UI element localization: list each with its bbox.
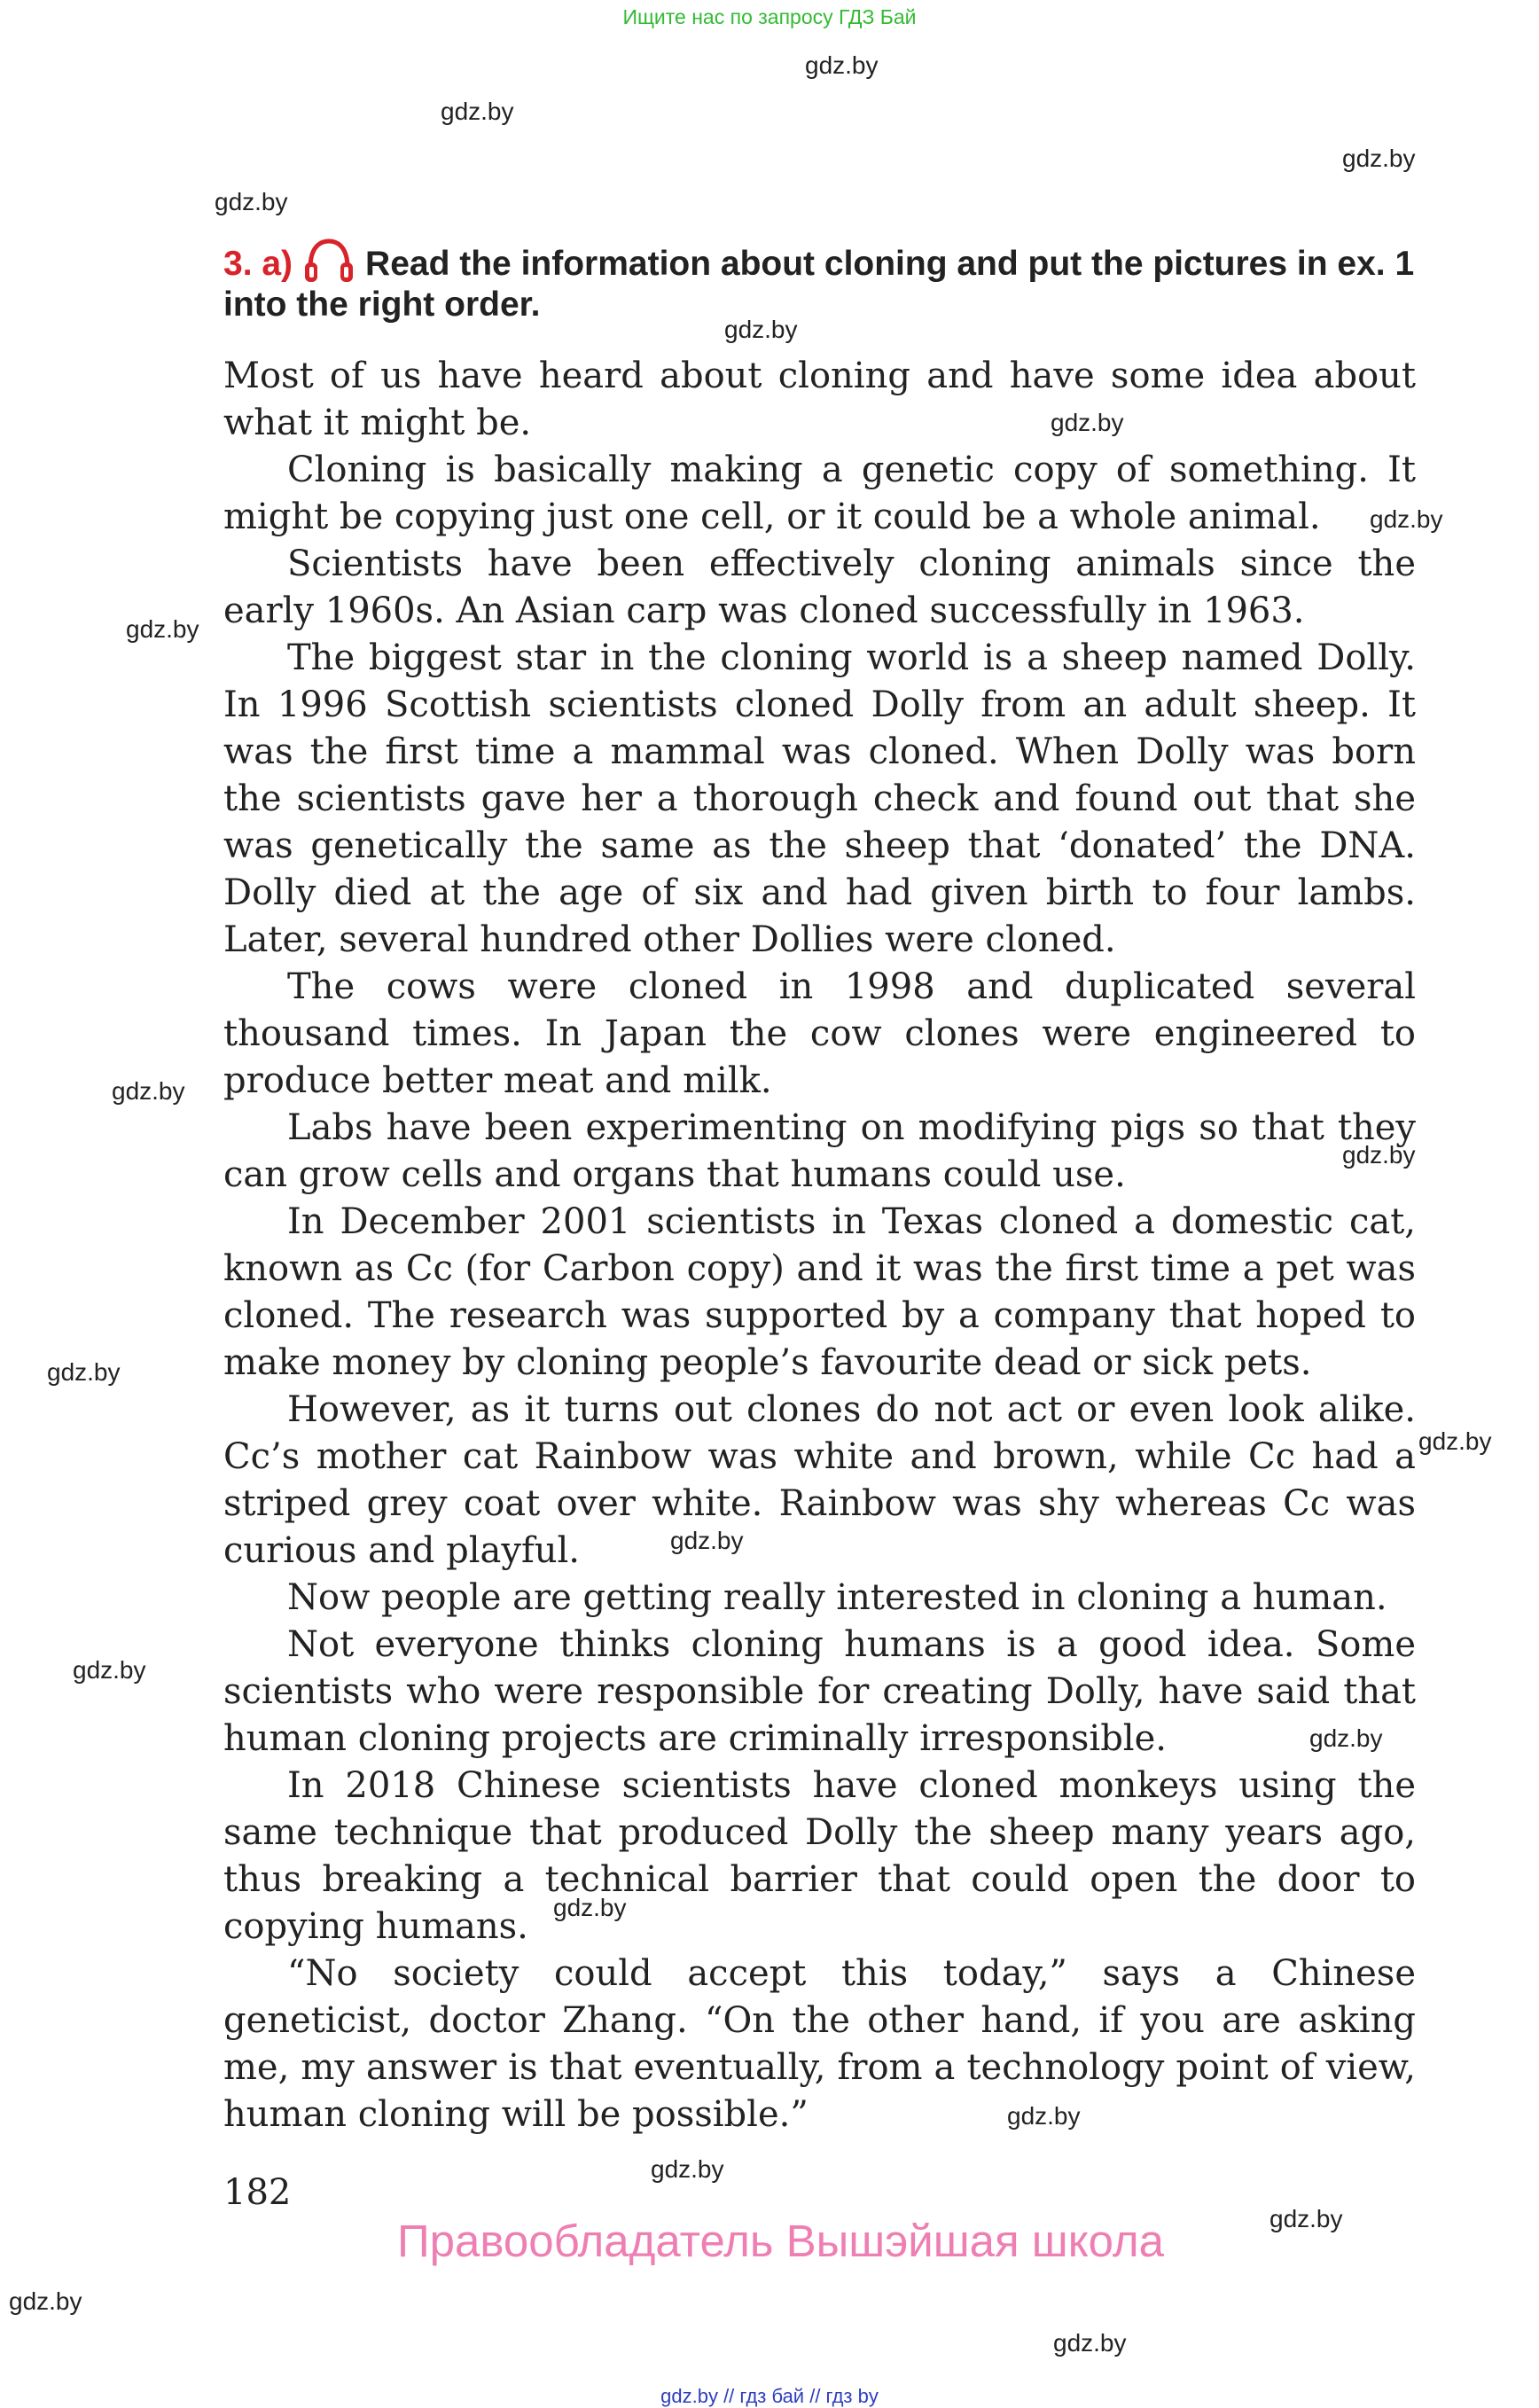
paragraph: Scientists have been effectively cloning animals since the early 1960s. An Asian carp was cloned successfully in 1963. [223, 543, 1416, 631]
paragraph: Cloning is basically making a genetic copy of something. It might be copying just one cell, or it could be a whole animal. [223, 450, 1416, 537]
paragraph: Most of us have heard about cloning and have some idea about what it might be. [223, 356, 1416, 443]
watermark: gdz.by [126, 615, 199, 643]
watermark: gdz.by [1370, 505, 1443, 533]
watermark: gdz.by [441, 98, 514, 125]
watermark: gdz.by [9, 2287, 82, 2315]
paragraph: The biggest star in the cloning world is a sheep named Dolly. In 1996 Scottish scientists cloned Dolly from an adult sheep. It was the first time a mammal was cloned. When Dolly was born the scientists gave her a thorough check and found out that she was genetically the same as the sheep that ‘donated’ the DNA. Dolly died at the age of six and had given birth to four lambs. Later, several hundred other Dollies were cloned. [223, 637, 1416, 960]
watermark: gdz.by [1053, 2329, 1127, 2357]
page-number: 182 [223, 2172, 292, 2213]
paragraph: “No society could accept this today,” says a Chinese geneticist, doctor Zhang. “On the other hand, if you are asking me, my answer is that eventually, from a technology point of view, human cloning will be possible.” [223, 1953, 1416, 2135]
watermark: gdz.by [73, 1656, 146, 1684]
paragraph: Now people are getting really interested in cloning a human. [287, 1577, 1387, 1618]
watermark: gdz.by [670, 1527, 744, 1554]
task-heading [223, 238, 1429, 325]
rights-holder: Правообладатель Вышэйшая школа [397, 2216, 1164, 2266]
watermark: gdz.by [724, 316, 798, 343]
paragraph: However, as it turns out clones do not act or even look alike. Cc’s mother cat Rainbow was white and brown, while Cc had a striped grey coat over white. Rainbow was shy whereas Cc was curious and playful. [223, 1389, 1416, 1571]
paragraph: Labs have been experimenting on modifying pigs so that they can grow cells and organs that humans could use. [223, 1107, 1416, 1195]
watermark: gdz.by [215, 188, 288, 215]
paragraph: The cows were cloned in 1998 and duplicated several thousand times. In Japan the cow clones were engineered to produce better meat and milk. [223, 966, 1416, 1101]
watermark: gdz.by [1051, 409, 1124, 436]
watermark: gdz.by [1007, 2102, 1081, 2130]
watermark: gdz.by [1342, 145, 1416, 172]
watermark: gdz.by [651, 2155, 724, 2183]
paragraph: In 2018 Chinese scientists have cloned monkeys using the same technique that produced Dolly the sheep many years ago, thus breaking a technical barrier that could open the door to copying humans. [223, 1765, 1416, 1947]
watermark: gdz.by [1418, 1427, 1492, 1455]
headphones-icon [301, 238, 356, 284]
watermark: gdz.by [1309, 1724, 1383, 1752]
watermark: gdz.by [1269, 2205, 1343, 2232]
paragraph: In December 2001 scientists in Texas cloned a domestic cat, known as Cc (for Carbon copy) and it was the first time a pet was cloned. The research was supported by a company that hoped to make money by cloning people’s favourite dead or sick pets. [223, 1201, 1416, 1383]
watermark: gdz.by [805, 51, 879, 79]
watermark: gdz.by [112, 1077, 185, 1105]
task-instruction: Read the information about cloning and put the pictures in ex. 1 into the right order. [223, 245, 1415, 324]
bottom-banner: gdz.by // гдз бай // гдз by [660, 2385, 879, 2407]
watermark: gdz.by [1342, 1141, 1416, 1169]
task-number: 3. a) [223, 245, 293, 283]
reading-text [223, 353, 1416, 2138]
paragraph: Not everyone thinks cloning humans is a good idea. Some scientists who were responsible for creating Dolly, have said that human cloning projects are criminally irresponsible. [223, 1624, 1416, 1759]
top-banner: Ищите нас по запросу ГДЗ Бай [622, 5, 917, 28]
watermark: gdz.by [47, 1358, 121, 1386]
watermark: gdz.by [553, 1894, 627, 1921]
